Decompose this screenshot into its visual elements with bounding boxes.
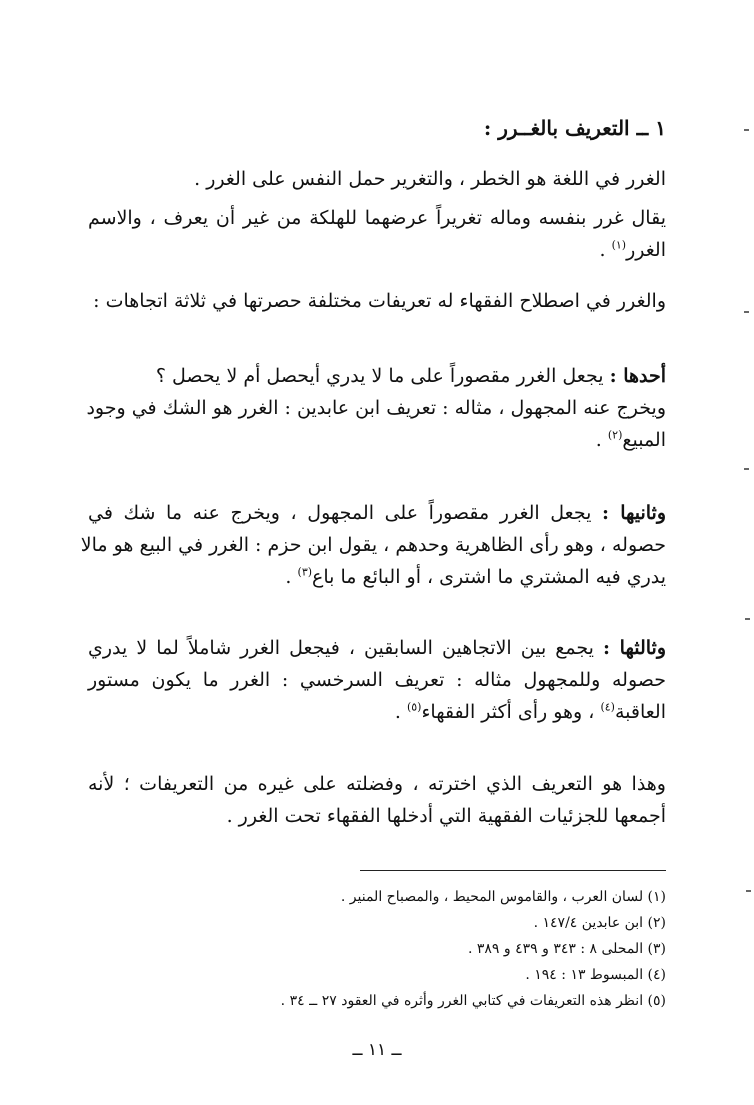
paragraph-5-line-1 (88, 497, 666, 529)
paragraph-7-line-1: وهذا هو التعريف الذي اخترته ، وفضلته على غيره من التعريفات ؛ لأنه (88, 773, 666, 795)
paragraph-4-lead: أحدها : (609, 365, 666, 387)
footnote-3: (٣) المحلى ٨ : ٣٤٣ و ٤٣٩ و ٣٨٩ . (467, 941, 666, 957)
footnote-2: (٢) ابن عابدين ١٤٧/٤ . (533, 915, 666, 931)
footnote-4: (٤) المبسوط ١٣ : ١٩٤ . (525, 967, 666, 983)
paragraph-6-end: . (394, 701, 407, 723)
paragraph-1-text: الغرر في اللغة هو الخطر ، والتغرير حمل النفس على الغرر . (194, 168, 666, 190)
paragraph-5-line-1-text: يجعل الغرر مقصوراً على المجهول ، ويخرج عنه ما شك في (88, 502, 602, 524)
paragraph-2-end: . (599, 239, 612, 261)
paragraph-2-line-1: يقال غرر بنفسه وماله تغريراً عرضهما للهلكة من غير أن يعرف ، والاسم (88, 207, 666, 229)
footnote-ref-5[interactable]: (٥) (406, 700, 422, 714)
paragraph-5 (80, 497, 667, 593)
section-heading: ١ ــ التعريف بالغــرر : (483, 116, 666, 140)
paragraph-7-line-2: أجمعها للجزئيات الفقهية التي أدخلها الفقهاء تحت الغرر . (226, 805, 666, 827)
paragraph-6-line-3 (88, 696, 666, 728)
paragraph-5-end: . (285, 566, 298, 588)
paragraph-3-text: والغرر في اصطلاح الفقهاء له تعريفات مختلفة حصرتها في ثلاثة اتجاهات : (93, 290, 666, 312)
scan-mark (746, 890, 751, 892)
footnote-ref-3[interactable]: (٣) (297, 565, 313, 579)
paragraph-5-line-3-text: يدري فيه المشتري ما اشترى ، أو البائع ما باع (312, 566, 666, 588)
footnote-5: (٥) انظر هذه التعريفات في كتابي الغرر وأثره في العقود ٢٧ ــ ٣٤ . (280, 993, 666, 1009)
scan-mark (744, 311, 749, 313)
footnote-divider (360, 870, 666, 871)
paragraph-6-lead: وثالثها : (603, 637, 666, 659)
page-number: ــ ١١ ــ (352, 1040, 402, 1060)
paragraph-6-line-1 (88, 632, 666, 664)
paragraph-7 (88, 768, 666, 832)
paragraph-6-line-1-text: يجمع بين الاتجاهين السابقين ، فيجعل الغرر شاملاً لما لا يدري (88, 637, 604, 659)
paragraph-1 (88, 163, 666, 195)
scan-mark (744, 468, 749, 470)
footnote-ref-4[interactable]: (٤) (600, 700, 615, 714)
paragraph-4-line-2: ويخرج عنه المجهول ، مثاله : تعريف ابن عابدين : الغرر هو الشك في وجود (86, 397, 666, 419)
paragraph-4-end: . (595, 429, 608, 451)
paragraph-4-line-3 (88, 424, 666, 456)
scan-mark (745, 618, 750, 620)
paragraph-2 (88, 202, 666, 266)
footnote-ref-1[interactable]: (١) (611, 238, 627, 252)
paragraph-6-word: العاقبة (614, 701, 666, 723)
paragraph-4-word: المبيع (622, 429, 666, 451)
paragraph-4 (88, 360, 666, 456)
paragraph-6 (88, 632, 666, 728)
paragraph-5-line-2: حصوله ، وهو رأى الظاهرية وحدهم ، يقول ابن حزم : الغرر في البيع هو مالا (80, 534, 666, 556)
paragraph-4-line-1-text: يجعل الغرر مقصوراً على ما لا يدري أيحصل أم لا يحصل ؟ (155, 365, 610, 387)
paragraph-2-word: الغرر (626, 239, 666, 261)
paragraph-3 (88, 285, 666, 317)
paragraph-6-line-2: حصوله وللمجهول مثاله : تعريف السرخسي : الغرر ما يكون مستور (88, 669, 666, 691)
section-heading-block (88, 112, 666, 144)
paragraph-5-line-3 (88, 561, 666, 593)
paragraph-6-line-3-text: ، وهو رأى أكثر الفقهاء (421, 701, 601, 723)
scan-mark (744, 129, 749, 131)
footnote-ref-2[interactable]: (٢) (607, 428, 623, 442)
paragraph-4-line-1 (88, 360, 666, 392)
footnote-1: (١) لسان العرب ، والقاموس المحيط ، والمصباح المنير . (340, 889, 666, 905)
paragraph-5-lead: وثانيها : (602, 502, 667, 524)
footnotes (88, 884, 666, 1014)
paragraph-2-line-2 (88, 234, 666, 266)
